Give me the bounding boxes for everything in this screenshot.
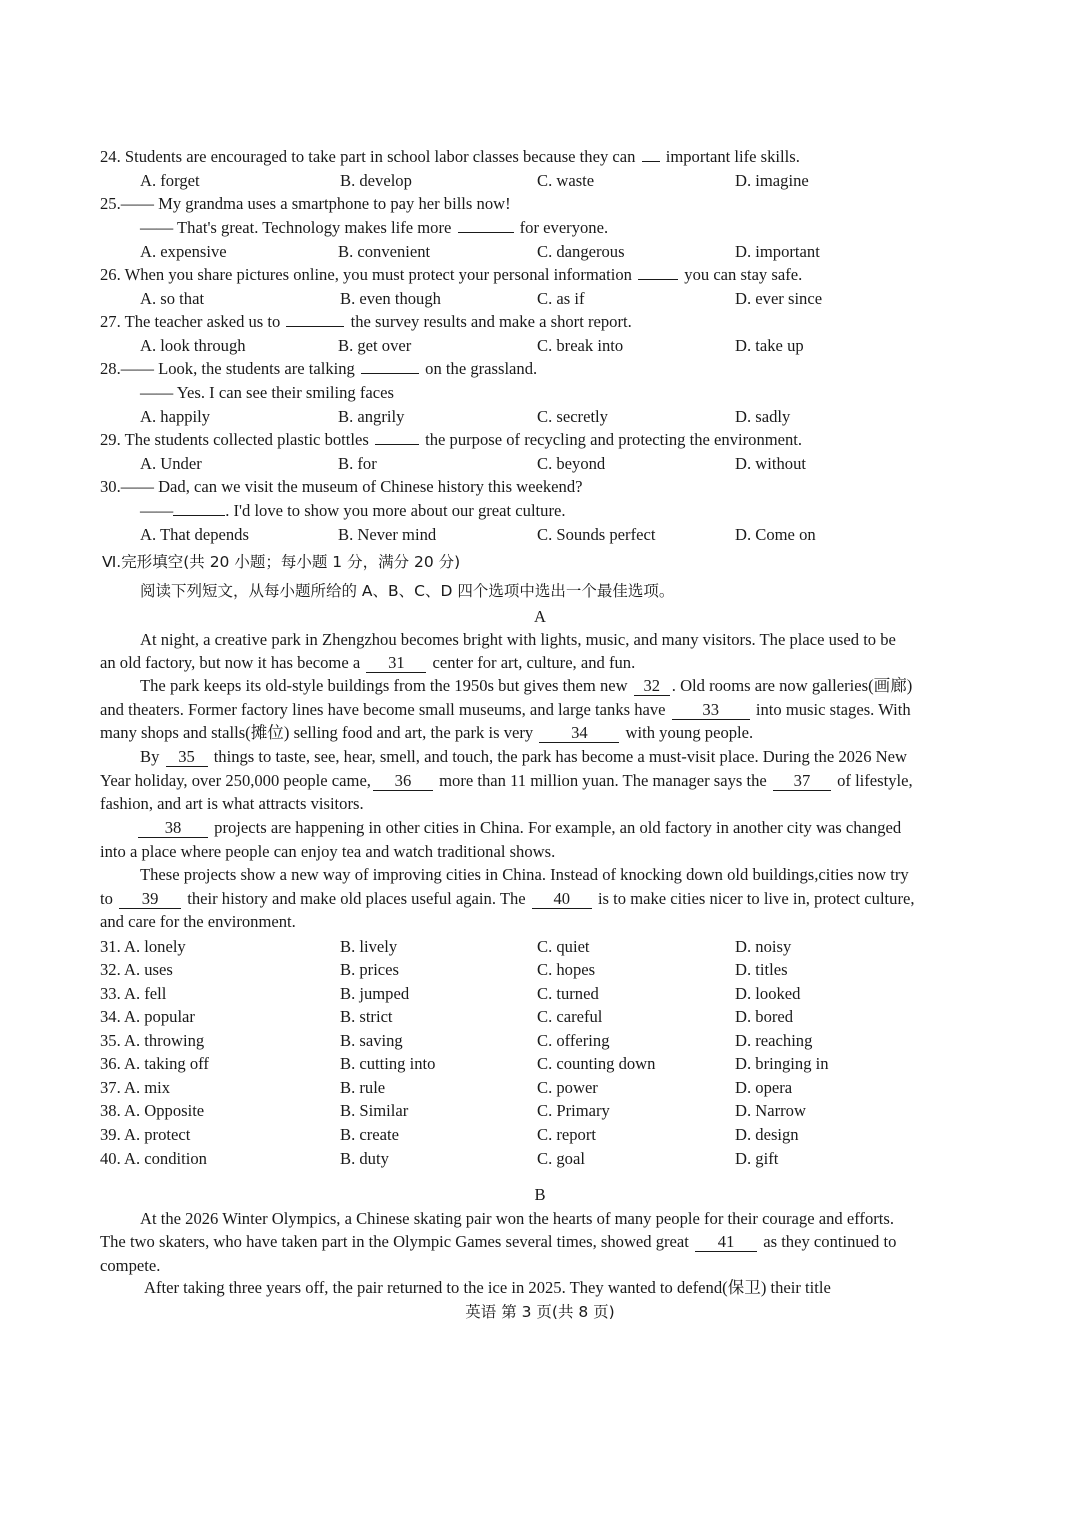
q25-option-c: C. dangerous	[537, 242, 625, 261]
passage-a-line: fashion, and art is what attracts visitors.	[100, 794, 364, 813]
passage-a-line	[100, 653, 635, 673]
cloze-option: 34. A. popular	[100, 1007, 195, 1026]
cloze-option: C. report	[537, 1125, 596, 1144]
cloze-option: D. bringing in	[735, 1054, 829, 1073]
q29-option-d: D. without	[735, 454, 806, 473]
passage-text: an old factory, but now it has become a	[100, 653, 361, 672]
cloze-option: C. hopes	[537, 960, 596, 979]
cloze-option: C. power	[537, 1078, 598, 1097]
q25-option-d: D. important	[735, 242, 820, 261]
blank-36: 36	[373, 772, 433, 791]
cloze-option: 31. A. lonely	[100, 937, 186, 956]
passage-a-line	[100, 771, 913, 791]
cloze-option: C. careful	[537, 1007, 603, 1026]
cloze-option: C. offering	[537, 1031, 610, 1050]
blank-39: 39	[119, 890, 181, 909]
cloze-option: D. gift	[735, 1149, 779, 1168]
passage-text: center for art, culture, and fun.	[432, 653, 636, 672]
q30-option-c: C. Sounds perfect	[537, 525, 656, 544]
cloze-option: C. counting down	[537, 1054, 656, 1073]
passage-text: . Old rooms are now galleries(画廊)	[671, 676, 913, 695]
q28-option-a: A. happily	[140, 407, 211, 426]
cloze-option: B. prices	[340, 960, 399, 979]
q24-option-c: C. waste	[537, 171, 595, 190]
cloze-option: B. create	[340, 1125, 399, 1144]
q30-line-1: 30.—— Dad, can we visit the museum of Chinese history this weekend?	[100, 477, 583, 496]
passage-b-label: B	[534, 1185, 546, 1204]
cloze-option: D. noisy	[735, 937, 792, 956]
q29-option-a: A. Under	[140, 454, 202, 473]
cloze-option: D. reaching	[735, 1031, 813, 1050]
blank-33: 33	[672, 701, 750, 720]
cloze-option: D. bored	[735, 1007, 794, 1026]
q29-option-b: B. for	[338, 454, 377, 473]
blank-34: 34	[539, 724, 619, 743]
cloze-option: B. duty	[340, 1149, 389, 1168]
passage-text: The park keeps its old-style buildings from the 1950s but gives them new	[140, 676, 628, 695]
cloze-option: C. Primary	[537, 1101, 610, 1120]
q26-option-a: A. so that	[140, 289, 205, 308]
cloze-option: 39. A. protect	[100, 1125, 191, 1144]
cloze-option: D. looked	[735, 984, 801, 1003]
passage-a-line: At night, a creative park in Zhengzhou becomes bright with lights, music, and many visitors. The place used to be	[140, 630, 896, 649]
cloze-option: B. jumped	[340, 984, 410, 1003]
q24-option-a: A. forget	[140, 171, 200, 190]
passage-b-line: After taking three years off, the pair returned to the ice in 2025. They wanted to defend(保卫) their title	[144, 1278, 831, 1297]
answer-blank	[361, 359, 419, 374]
cloze-option: 32. A. uses	[100, 960, 173, 979]
q24-option-d: D. imagine	[735, 171, 809, 190]
passage-text: many shops and stalls(摊位) selling food and art, the park is very	[100, 723, 534, 742]
q27-option-b: B. get over	[338, 336, 412, 355]
cloze-option: 37. A. mix	[100, 1078, 171, 1097]
blank-37: 37	[773, 772, 831, 791]
q30-option-d: D. Come on	[735, 525, 816, 544]
blank-32: 32	[634, 677, 670, 696]
cloze-option: C. goal	[537, 1149, 585, 1168]
q28-option-d: D. sadly	[735, 407, 791, 426]
cloze-option: B. cutting into	[340, 1054, 436, 1073]
q27-option-c: C. break into	[537, 336, 624, 355]
blank-31: 31	[366, 654, 426, 673]
passage-text: things to taste, see, hear, smell, and touch, the park has become a must-visit place. During the 2026 New	[213, 747, 908, 766]
cloze-option: 40. A. condition	[100, 1149, 207, 1168]
q26-option-c: C. as if	[537, 289, 585, 308]
q28-line-2: —— Yes. I can see their smiling faces	[140, 383, 394, 402]
section-title: Ⅵ.完形填空(共 20 小题；每小题 1 分，满分 20 分)	[102, 553, 461, 571]
cloze-option: B. strict	[340, 1007, 393, 1026]
passage-b-line	[100, 1232, 896, 1252]
q24-option-b: B. develop	[340, 171, 412, 190]
q26-option-d: D. ever since	[735, 289, 823, 308]
blank-40: 40	[532, 890, 592, 909]
cloze-option: 35. A. throwing	[100, 1031, 205, 1050]
q27-stem-text: 27. The teacher asked us to	[100, 312, 281, 331]
passage-a-line	[140, 676, 912, 696]
cloze-option: D. titles	[735, 960, 788, 979]
answer-blank	[638, 265, 678, 280]
q26-stem-text-end: you can stay safe.	[684, 265, 803, 284]
question-27-stem	[100, 312, 632, 332]
cloze-option: B. lively	[340, 937, 398, 956]
passage-text: of lifestyle,	[837, 771, 913, 790]
passage-a-line: and care for the environment.	[100, 912, 296, 931]
q28-option-c: C. secretly	[537, 407, 608, 426]
q27-option-d: D. take up	[735, 336, 804, 355]
cloze-option: D. design	[735, 1125, 799, 1144]
passage-a-line	[136, 818, 901, 838]
cloze-option: B. saving	[340, 1031, 403, 1050]
passage-b-line: At the 2026 Winter Olympics, a Chinese skating pair won the hearts of many people for their courage and efforts.	[140, 1209, 894, 1228]
q24-stem-text-end: important life skills.	[665, 147, 800, 166]
question-29-stem	[100, 430, 802, 450]
q25-line-1: 25.—— My grandma uses a smartphone to pay her bills now!	[100, 194, 511, 213]
q29-stem-text: 29. The students collected plastic bottles	[100, 430, 369, 449]
cloze-option: 33. A. fell	[100, 984, 167, 1003]
passage-text: projects are happening in other cities in China. For example, an old factory in another city was changed	[214, 818, 902, 837]
q25-line-2-end: for everyone.	[519, 218, 609, 237]
passage-a-line	[100, 723, 753, 743]
cloze-option: D. Narrow	[735, 1101, 806, 1120]
answer-blank	[375, 430, 419, 445]
passage-text: to	[100, 889, 113, 908]
q30-option-b: B. Never mind	[338, 525, 437, 544]
passage-text: The two skaters, who have taken part in the Olympic Games several times, showed great	[100, 1232, 689, 1251]
blank-35: 35	[166, 748, 208, 767]
q29-stem-text-end: the purpose of recycling and protecting the environment.	[425, 430, 803, 449]
passage-text: more than 11 million yuan. The manager says the	[439, 771, 767, 790]
q25-line-2-text: —— That's great. Technology makes life more	[140, 218, 452, 237]
q30-option-a: A. That depends	[140, 525, 249, 544]
q30-line-2	[140, 501, 566, 521]
cloze-option: 38. A. Opposite	[100, 1101, 205, 1120]
question-24-stem	[100, 147, 800, 167]
q28-line-1-end: on the grassland.	[425, 359, 538, 378]
q25-line-2	[140, 218, 608, 238]
q30-dash: ——	[140, 501, 174, 520]
passage-text: into music stages. With	[755, 700, 911, 719]
blank-41: 41	[695, 1233, 757, 1252]
cloze-option: D. opera	[735, 1078, 793, 1097]
q28-line-1	[100, 359, 537, 379]
passage-a-line: into a place where people can enjoy tea and watch traditional shows.	[100, 842, 556, 861]
section-instruction: 阅读下列短文，从每小题所给的 A、B、C、D 四个选项中选出一个最佳选项。	[140, 582, 675, 600]
passage-a-line	[100, 889, 915, 909]
cloze-option: 36. A. taking off	[100, 1054, 209, 1073]
q25-option-a: A. expensive	[140, 242, 227, 261]
passage-a-line	[140, 747, 907, 767]
cloze-option: B. Similar	[340, 1101, 409, 1120]
answer-blank	[286, 312, 344, 327]
passage-a-line: These projects show a new way of improving cities in China. Instead of knocking down old buildings,cities now try	[140, 865, 909, 884]
passage-text: By	[140, 747, 160, 766]
answer-blank	[642, 147, 660, 162]
q28-option-b: B. angrily	[338, 407, 405, 426]
q29-option-c: C. beyond	[537, 454, 606, 473]
passage-a-label: A	[534, 607, 546, 626]
passage-text: Year holiday, over 250,000 people came,	[100, 771, 371, 790]
passage-text: with young people.	[625, 723, 754, 742]
blank-38: 38	[138, 819, 208, 838]
q27-stem-text-end: the survey results and make a short report.	[350, 312, 632, 331]
q27-option-a: A. look through	[140, 336, 246, 355]
question-26-stem	[100, 265, 802, 285]
cloze-option: B. rule	[340, 1078, 386, 1097]
passage-text: as they continued to	[763, 1232, 897, 1251]
q26-stem-text: 26. When you share pictures online, you must protect your personal information	[100, 265, 632, 284]
q24-stem-text: 24. Students are encouraged to take part in school labor classes because they can	[100, 147, 636, 166]
answer-blank	[458, 218, 514, 233]
answer-blank	[173, 501, 225, 516]
q28-line-1-text: 28.—— Look, the students are talking	[100, 359, 355, 378]
cloze-option: C. quiet	[537, 937, 590, 956]
q30-line-2-end: . I'd love to show you more about our great culture.	[225, 501, 566, 520]
passage-b-line: compete.	[100, 1256, 161, 1275]
passage-text: and theaters. Former factory lines have become small museums, and large tanks have	[100, 700, 666, 719]
cloze-option: C. turned	[537, 984, 599, 1003]
q26-option-b: B. even though	[340, 289, 441, 308]
passage-a-line	[100, 700, 911, 720]
passage-text: their history and make old places useful again. The	[187, 889, 526, 908]
passage-text: is to make cities nicer to live in, protect culture,	[597, 889, 915, 908]
q25-option-b: B. convenient	[338, 242, 431, 261]
page-footer: 英语 第 3 页(共 8 页)	[465, 1303, 615, 1321]
